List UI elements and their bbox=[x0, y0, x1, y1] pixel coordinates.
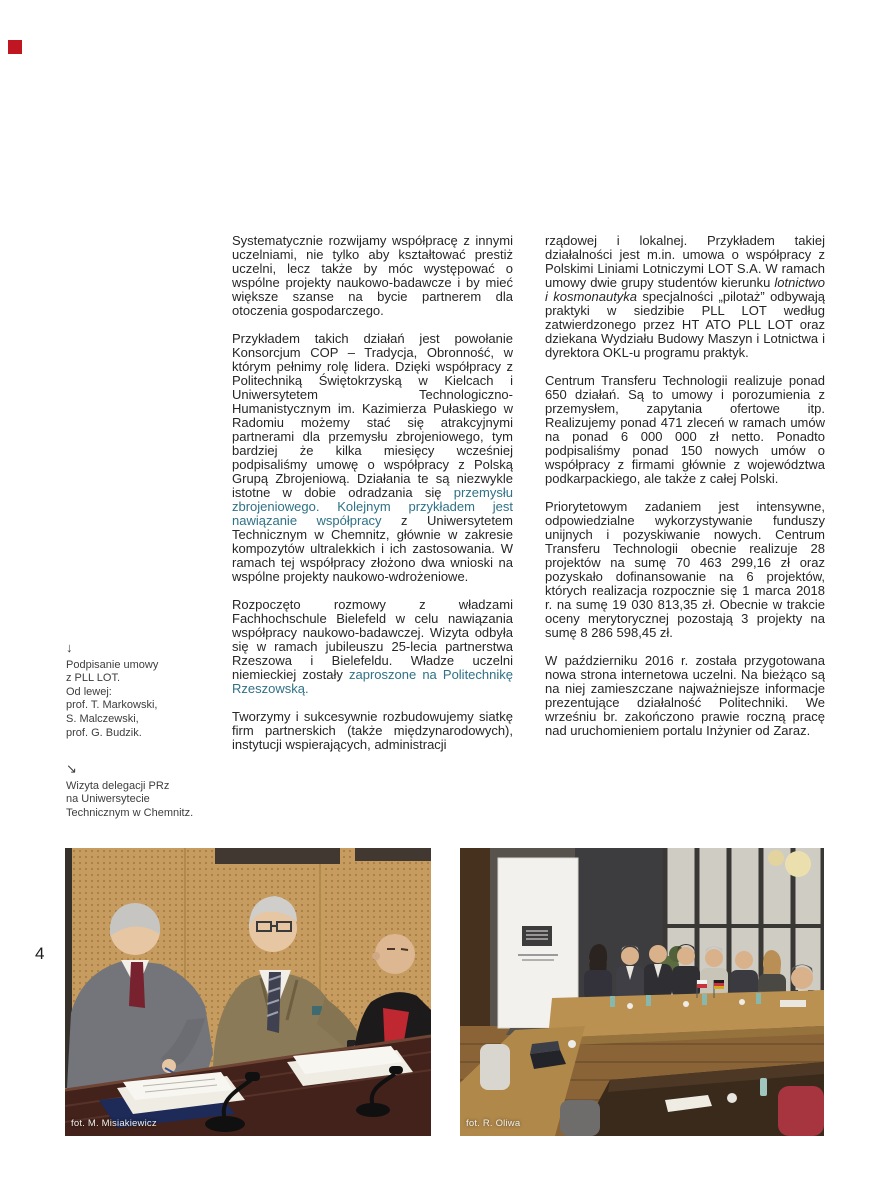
paragraph bbox=[232, 332, 513, 584]
photo-credit: fot. M. Misiakiewicz bbox=[71, 1118, 157, 1129]
text-run: Centrum Transferu Technologii realizuje ponad 650 działań. Są to umowy i porozumienia z przemysłem, zapytania ofertowe itp. Realizujemy ponad 471 zleceń w ramach umów na ponad 6 000 000 zł netto. Ponadto podpisaliśmy ponad 150 nowych umów o współpracy z firmami głównie z województwa podkarpackiego, ale także z całej Polski. bbox=[545, 373, 825, 486]
caption-left-photo bbox=[66, 641, 224, 740]
caption-line: z PLL LOT. bbox=[66, 672, 121, 685]
caption-line: prof. T. Markowski, bbox=[66, 699, 158, 712]
caption-line: Od lewej: bbox=[66, 685, 112, 698]
caption-line: na Uniwersytecie bbox=[66, 793, 150, 806]
paragraph bbox=[545, 234, 825, 360]
page-corner-marker bbox=[8, 40, 22, 54]
caption-right-photo bbox=[66, 762, 224, 820]
text-run: z Uniwersytetem Technicznym w Chemnitz, głównie w zakresie kompozytów ultralekkich i ich zastosowania. W ramach tej współpracy złożono dwa wnioski na wspólne projekty naukowo-wdrożeniowe. bbox=[232, 513, 513, 584]
text-run: Systematycznie rozwijamy współpracę z innymi uczelniami, nie tylko aby kształtować prestiż uczelni, lecz także by móc występować o wspólne projekty naukowo-badawcze i by mieć większe szanse na bycie partnerem dla otoczenia gospodarczego. bbox=[232, 233, 513, 318]
article-column-left bbox=[232, 234, 513, 766]
text-run: specjalności „pilotaż” odbywają praktyki w siedzibie PLL LOT według zatwierdzonego przez HT ATO PLL LOT oraz dziekana Wydziału Budowy Maszyn i Lotnictwa i dyrektora OKL-u programu praktyk. bbox=[545, 289, 826, 360]
paragraph bbox=[232, 710, 513, 752]
highlighted-text: przemysłu zbrojeniowego. Kolejnym przykładem jest nawiązanie współpracy bbox=[232, 485, 513, 528]
photo-signing-ceremony bbox=[65, 848, 431, 1136]
text-run: rządowej i lokalnej. Przykładem takiej działalności jest m.in. umowa o współpracy z Polskimi Liniami Lotniczymi LOT S.A. W ramach umowy dwie grupy studentów kierunku bbox=[545, 233, 825, 290]
photo-credit: fot. R. Oliwa bbox=[466, 1118, 521, 1129]
text-run: Przykładem takich działań jest powołanie Konsorcjum COP – Tradycja, Obronność, w którym pełnimy rolę lidera. Dzięki współpracy z Politechniką Świętokrzyską w Kielcach i Uniwersytetem Technologiczno-Humanistycznym im. Kazimierza Pułaskiego w Radomiu możemy stać się atrakcyjnymi partnerami dla przemysłu zbrojeniowego, tym bardziej że kilka miesięcy wcześniej podpisaliśmy umowę o współpracy z Polską Grupą Zbrojeniową. Działania te są niezwykle istotne w dobie odradzania się bbox=[232, 331, 513, 500]
caption-line: Podpisanie umowy bbox=[66, 658, 159, 671]
text-run: Tworzymy i sukcesywnie rozbudowujemy siatkę firm partnerskich (także międzynarodowych), instytucji wspierających, administracji bbox=[232, 709, 513, 752]
page-number: 4 bbox=[35, 944, 45, 963]
text-run: Rozpoczęto rozmowy z władzami Fachhochschule Bielefeld w celu nawiązania współpracy naukowo-badawczej. Wizyta odbyła się w ramach jubileuszu 25-lecia partnerstwa Rzeszowa i Bielefeldu. Władze uczelni niemieckiej zostały bbox=[232, 597, 513, 682]
caption-line: S. Malczewski, bbox=[66, 712, 139, 725]
article-column-right bbox=[545, 234, 825, 752]
caption-line: Wizyta delegacji PRz bbox=[66, 779, 170, 792]
text-run: Priorytetowym zadaniem jest intensywne, odpowiedzialne wykorzystywanie funduszy unijnych i pozyskiwanie nowych. Centrum Transferu Technologii obecnie realizuje 28 projektów na sumę 70 463 299,16 zł oraz pozyskało dofinansowanie na 6 projektów, których realizacja rozpocznie się 1 marca 2018 r. na sumę 19 030 813,35 zł. Obecnie w trakcie oceny merytorycznej pozostają 3 projekty na sumę 8 286 598,45 zł. bbox=[545, 499, 825, 640]
down-arrow-icon: ↓ bbox=[66, 640, 73, 655]
text-run: W październiku 2016 r. została przygotowana nowa strona internetowa uczelni. Na bieżąco są na niej zamieszczane najważniejsze informacje prezentujące działalność Politechniki. We wrześniu br. zakończono prawie roczną pracę nad uruchomieniem portalu Inżynier od Zaraz. bbox=[545, 653, 825, 738]
photo-delegation-visit bbox=[460, 848, 824, 1136]
paragraph bbox=[545, 654, 825, 738]
highlighted-text: zaproszone na Politechnikę Rzeszowską. bbox=[232, 667, 513, 696]
signing-scene-illustration bbox=[65, 848, 431, 1136]
photo-captions bbox=[66, 641, 224, 843]
italic-text: lotnictwo i kosmonautyka bbox=[545, 275, 825, 304]
paragraph bbox=[545, 500, 825, 640]
paragraph bbox=[232, 598, 513, 696]
caption-line: prof. G. Budzik. bbox=[66, 726, 142, 739]
paragraph bbox=[545, 374, 825, 486]
paragraph bbox=[232, 234, 513, 318]
down-right-arrow-icon: ↘ bbox=[66, 761, 77, 777]
meeting-scene-illustration bbox=[460, 848, 824, 1136]
caption-line: Technicznym w Chemnitz. bbox=[66, 806, 194, 819]
